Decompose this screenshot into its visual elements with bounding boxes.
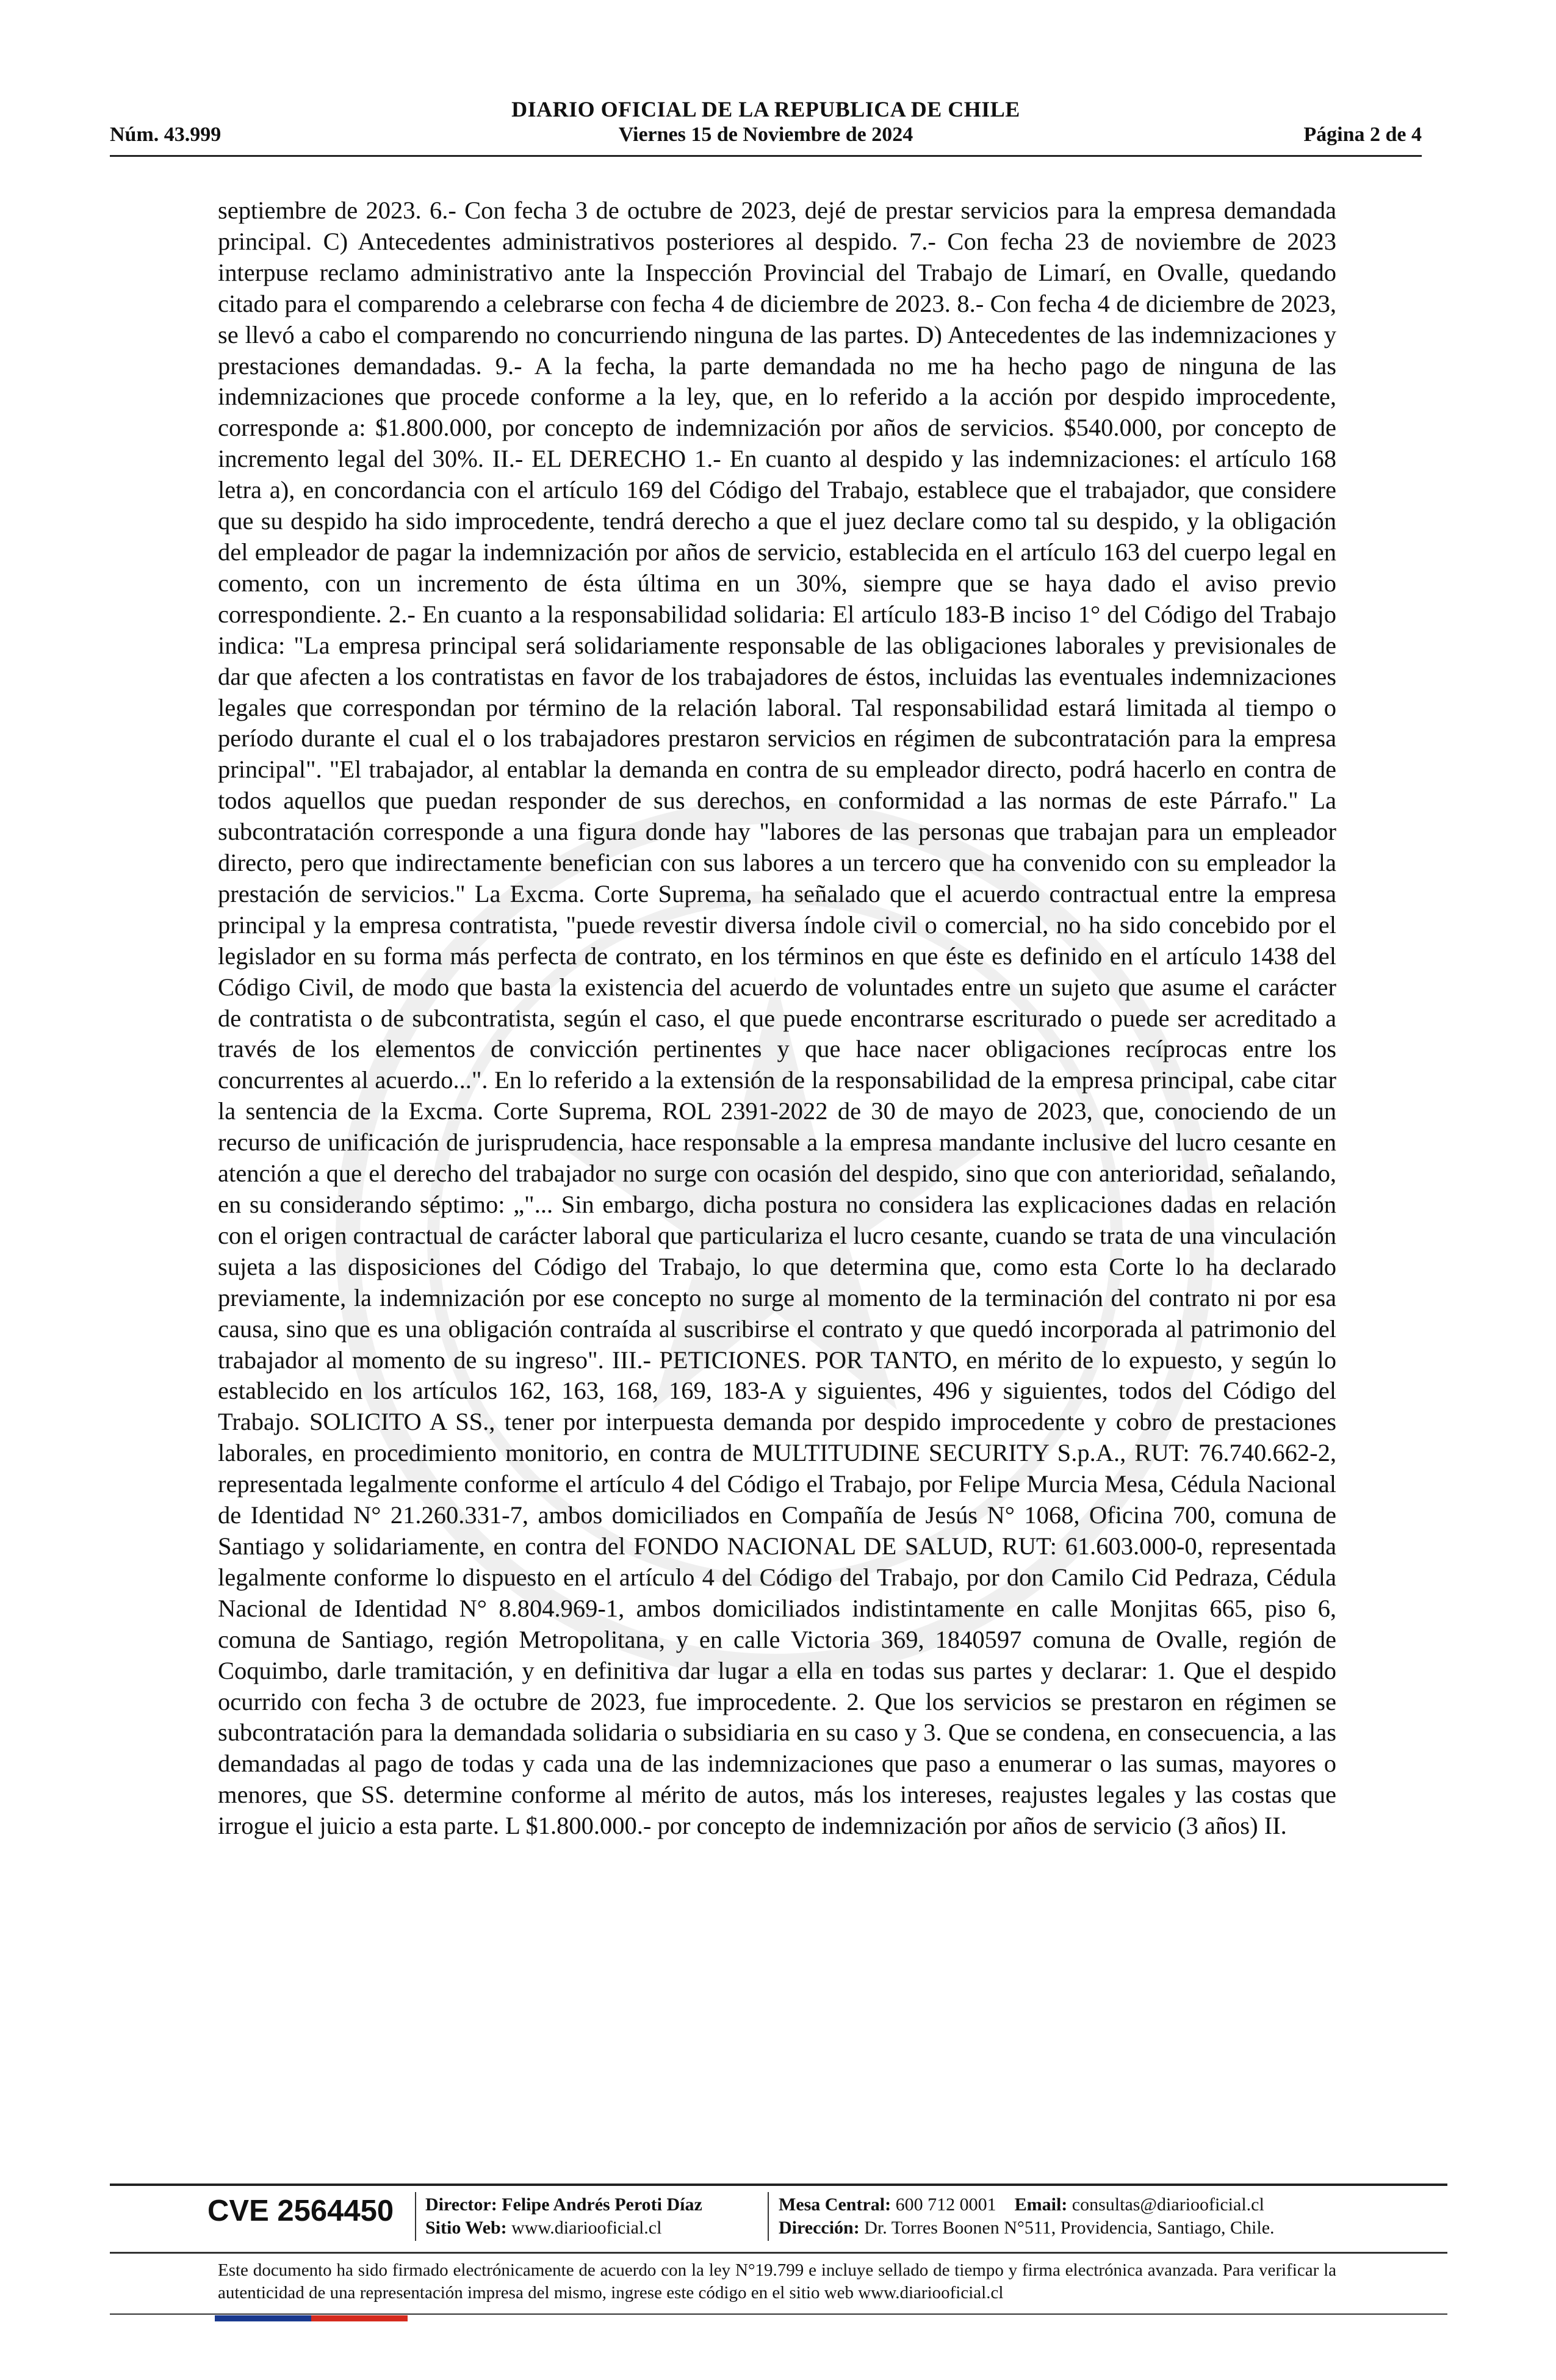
website-link[interactable]: www.diariooficial.cl (511, 2218, 662, 2238)
mesa-label: Mesa Central: (779, 2194, 891, 2215)
address-line (779, 2216, 1275, 2240)
footer-middle-divider (110, 2252, 1447, 2254)
issue-number: Núm. 43.999 (110, 123, 222, 146)
address-value: Dr. Torres Boonen N°511, Providencia, Santiago, Chile. (864, 2218, 1275, 2238)
email-link[interactable]: consultas@diariooficial.cl (1072, 2194, 1264, 2215)
flag-stripe (215, 2315, 408, 2321)
website-label: Sitio Web: (425, 2218, 507, 2238)
director-label: Director: (425, 2194, 497, 2215)
footer-separator (768, 2192, 769, 2241)
page-indicator: Página 2 de 4 (1303, 123, 1422, 146)
flag-red-bar (311, 2315, 408, 2321)
header-divider (110, 155, 1422, 157)
issue-date: Viernes 15 de Noviembre de 2024 (618, 123, 913, 146)
article-body-text: septiembre de 2023. 6.- Con fecha 3 de octubre de 2023, dejé de prestar servicios para la empresa demandada principal. C) Antecedentes administrativos posteriores al despido. 7.- Con fecha 23 de noviembre de 2023 interpuse reclamo administrativo ante la Inspección Provincial del Trabajo de Limarí, en Ovalle, quedando citado para el comparendo a celebrarse con fecha 4 de diciembre de 2023. 8.- Con fecha 4 de diciembre de 2023, se llevó a cabo el comparendo no concurriendo ninguna de las partes. D) Antecedentes de las indemnizaciones y prestaciones demandadas. 9.- A la fecha, la parte demandada no me ha hecho pago de ninguna de las indemnizaciones que procede conforme a la ley, que, en lo referido a la acción por despido improcedente, corresponde a: $1.800.000, por concepto de indemnización por años de servicios. $540.000, por concepto de incremento legal del 30%. II.- EL DERECHO 1.- En cuanto al despido y las indemnizaciones: el artículo 168 letra a), en concordancia con el artículo 169 del Código del Trabajo, establece que el trabajador, que considere que su despido ha sido improcedente, tendrá derecho a que el juez declare como tal su despido, y la obligación del empleador de pagar la indemnización por años de servicio, establecida en el artículo 163 del cuerpo legal en comento, con un incremento de ésta última en un 30%, siempre que se haya dado el aviso previo correspondiente. 2.- En cuanto a la responsabilidad solidaria: El artículo 183-B inciso 1° del Código del Trabajo indica: "La empresa principal será solidariamente responsable de las obligaciones laborales y previsionales de dar que afecten a los contratistas en favor de los trabajadores de éstos, incluidas las eventuales indemnizaciones legales que correspondan por término de la relación laboral. Tal responsabilidad estará limitada al tiempo o período durante el cual el o los trabajadores prestaron servicios en régimen de subcontratación para la empresa principal". "El trabajador, al entablar la demanda en contra de su empleador directo, podrá hacerlo en contra de todos aquellos que puedan responder de sus derechos, en conformidad a las normas de este Párrafo." La subcontratación corresponde a una figura donde hay "labores de las personas que trabajan para un empleador directo, pero que indirectamente benefician con sus labores a un tercero que ha convenido con su empleador la prestación de servicios." La Excma. Corte Suprema, ha señalado que el acuerdo contractual entre la empresa principal y la empresa contratista, "puede revestir diversa índole civil o comercial, no ha sido concebido por el legislador en su forma más perfecta de contrato, en los términos en que éste es definido en el artículo 1438 del Código Civil, de modo que basta la existencia del acuerdo de voluntades entre un sujeto que asume el carácter de contratista o de subcontratista, según el caso, el que puede encontrarse escriturado o puede ser acreditado a través de los elementos de convicción pertinentes y que hace nacer obligaciones recíprocas entre los concurrentes al acuerdo...". En lo referido a la extensión de la responsabilidad de la empresa principal, cabe citar la sentencia de la Excma. Corte Suprema, ROL 2391-2022 de 30 de mayo de 2023, que, conociendo de un recurso de unificación de jurisprudencia, hace responsable a la empresa mandante inclusive del lucro cesante en atención a que el derecho del trabajador no surge con ocasión del despido, sino que con anterioridad, señalando, en su considerando séptimo: „"... Sin embargo, dicha postura no considera las explicaciones dadas en relación con el origen contractual de carácter laboral que particulariza el lucro cesante, cuando se trata de una vinculación sujeta a las disposiciones del Código del Trabajo, lo que determina que, como esta Corte lo ha declarado previamente, la indemnización por ese concepto no surge al momento de la terminación del contrato ni por esa causa, sino que es una obligación contraída al suscribirse el contrato y que quedó incorporada al patrimonio del trabajador al momento de su ingreso". III.- PETICIONES. POR TANTO, en mérito de lo expuesto, y según lo establecido en los artículos 162, 163, 168, 169, 183-A y siguientes, 496 y siguientes, todos del Código del Trabajo. SOLICITO A SS., tener por interpuesta demanda por despido improcedente y cobro de prestaciones laborales, en procedimiento monitorio, en contra de MULTITUDINE SECURITY S.p.A., RUT: 76.740.662-2, representada legalmente conforme el artículo 4 del Código el Trabajo, por Felipe Murcia Mesa, Cédula Nacional de Identidad N° 21.260.331-7, ambos domiciliados en Compañía de Jesús N° 1068, Oficina 700, comuna de Santiago y solidariamente, en contra del FONDO NACIONAL DE SALUD, RUT: 61.603.000-0, representada legalmente conforme lo dispuesto en el artículo 4 del Código del Trabajo, por don Camilo Cid Pedraza, Cédula Nacional de Identidad N° 8.804.969-1, ambos domiciliados indistintamente en calle Monjitas 665, piso 6, comuna de Santiago, región Metropolitana, y en calle Victoria 369, 1840597 comuna de Ovalle, región de Coquimbo, darle tramitación, y en definitiva dar lugar a ella en todas sus partes y declarar: 1. Que el despido ocurrido con fecha 3 de octubre de 2023, fue improcedente. 2. Que los servicios se prestaron en régimen se subcontratación para la demandada solidaria o subsidiaria en su caso y 3. Que se condena, en consecuencia, a las demandadas al pago de todas y cada una de las indemnizaciones que paso a enumerar o las sumas, mayores o menores, que SS. determine conforme al mérito de autos, más los intereses, reajustes legales y las costas que irrogue el juicio a esta parte. L $1.800.000.- por concepto de indemnización por años de servicio (3 años) II. (218, 197, 1336, 1840)
flag-blue-bar (215, 2315, 311, 2321)
email-label: Email: (1014, 2194, 1068, 2215)
director-line (425, 2193, 702, 2216)
footer-contact-block (779, 2193, 1275, 2240)
mesa-phone: 600 712 0001 (895, 2194, 996, 2215)
footer-director-block (425, 2193, 702, 2240)
address-label: Dirección: (779, 2218, 860, 2238)
newspaper-title: DIARIO OFICIAL DE LA REPUBLICA DE CHILE (511, 97, 1020, 121)
page-header (110, 92, 1422, 159)
director-name: Felipe Andrés Peroti Díaz (502, 2194, 702, 2215)
website-line (425, 2216, 702, 2240)
footer-separator (415, 2192, 416, 2241)
footer-top-divider (110, 2183, 1447, 2186)
contact-line (779, 2193, 1275, 2216)
signature-note: Este documento ha sido firmado electrónicamente de acuerdo con la ley N°19.799 e incluye sellado de tiempo y firma electrónica avanzada. Para verificar la autenticidad de una representación impresa del mismo, ingrese este código en el sitio web www.diariooficial.cl (218, 2260, 1336, 2302)
footer-bottom-divider (110, 2313, 1447, 2315)
cve-code: CVE 2564450 (207, 2194, 394, 2227)
